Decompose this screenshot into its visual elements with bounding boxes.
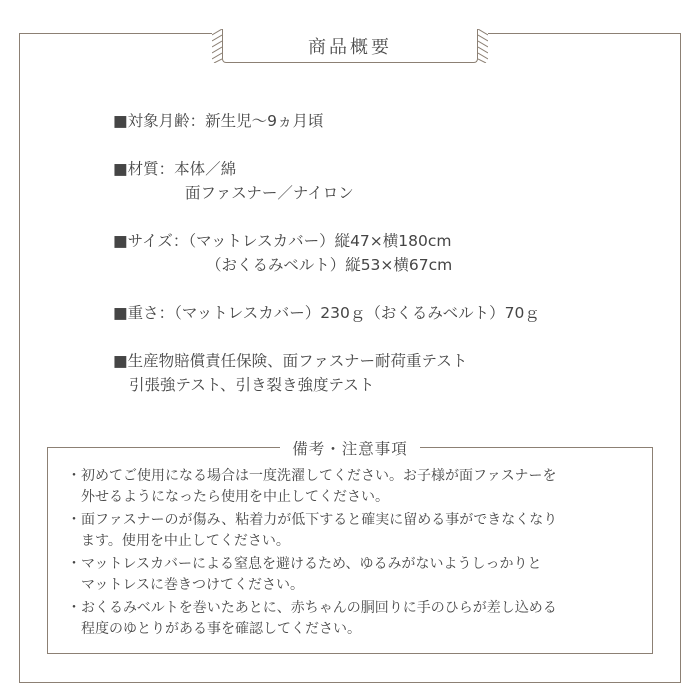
spec-insurance: ■生産物賠償責任保険、面ファスナー耐荷重テスト — [113, 352, 468, 370]
note-line: 程度のゆとりがある事を確認してください。 — [81, 621, 361, 637]
notes-title: 備考・注意事項 — [280, 440, 420, 458]
spec-material: ■材質：本体／綿 — [113, 160, 237, 178]
note-line: ます。使用を中止してください。 — [81, 533, 290, 549]
note-line: マットレスに巻きつけてください。 — [81, 577, 305, 593]
hatch-decoration-right-icon — [478, 29, 488, 63]
heading-tab — [212, 29, 488, 63]
spec-size: ■サイズ：（マットレスカバー）縦47×横180cm — [113, 232, 452, 250]
note-line: ・初めてご使用になる場合は一度洗濯してください。お子様が面ファスナーを — [67, 468, 557, 484]
spec-size-cont: （おくるみベルト）縦53×横67cm — [206, 256, 453, 274]
spec-weight: ■重さ：（マットレスカバー）230ｇ（おくるみベルト）70ｇ — [113, 304, 540, 322]
note-line: ・マットレスカバーによる窒息を避けるため、ゆるみがないようしっかりと — [67, 556, 542, 572]
note-line: ・面ファスナーのが傷み、粘着力が低下すると確実に留める事ができなくなり — [67, 512, 558, 528]
note-line: ・おくるみベルトを巻いたあとに、赤ちゃんの胴回りに手のひらが差し込める — [67, 600, 557, 616]
page-title: 商品概要 — [222, 29, 478, 63]
hatch-decoration-left-icon — [212, 29, 222, 63]
spec-insurance-cont: 引張強テスト、引き裂き強度テスト — [129, 376, 375, 394]
notes-title-wrap — [0, 437, 700, 459]
spec-material-cont: 面ファスナー／ナイロン — [185, 184, 354, 202]
note-line: 外せるようになったら使用を中止してください。 — [81, 489, 389, 505]
spec-age: ■対象月齢：新生児〜9ヵ月頃 — [113, 112, 324, 130]
